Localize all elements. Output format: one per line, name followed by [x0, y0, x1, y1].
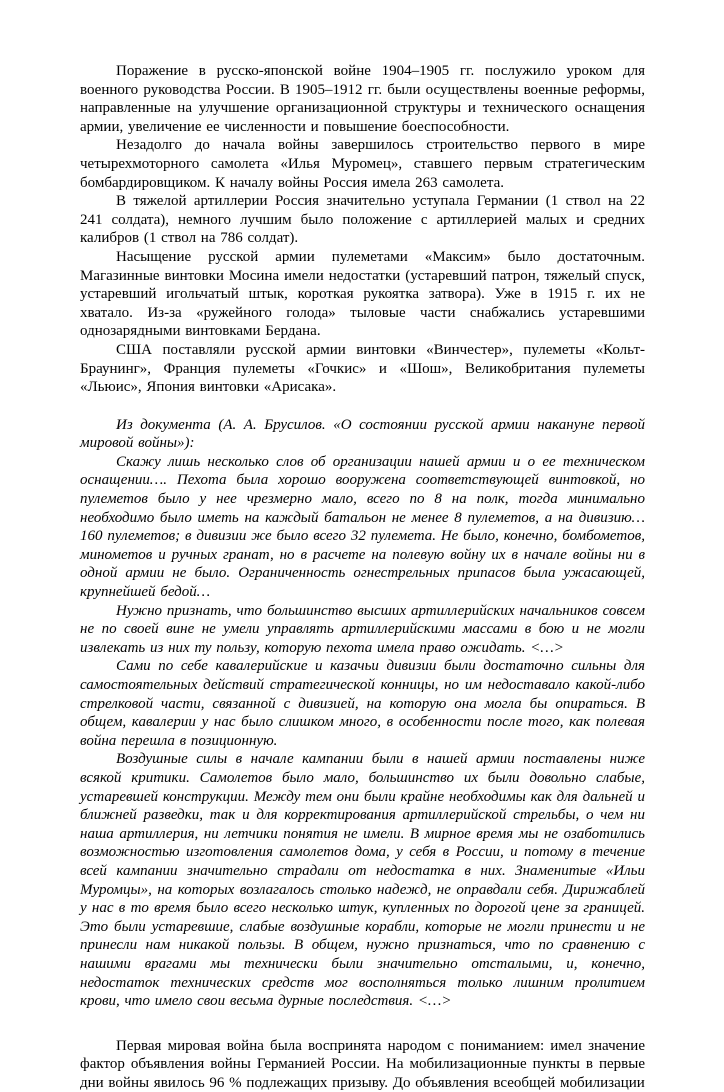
body-paragraph-ilya-muromets: Незадолго до начала войны завершилось строительство первого в мире четырехмоторного самолета «Илья Муромец», ставшего первым стратегическим бомбардировщиком. К началу войны Россия имела 263 самолета. — [80, 137, 645, 191]
quote-paragraph-air-forces: Воздушные силы в начале кампании были в нашей армии поставлены ниже всякой критики. Самолетов было мало, большинство их были довольно слабые, устаревшей конструкции. Между тем они были крайне необходимы как для дальней и ближней разведки, так и для корректирования артиллерийской стрельбы, о чем ни наша артиллерия, ни летчики понятия не имели. В мирное время мы не озаботились возможностью изготовления самолетов дома, у себя в России, и потому в течение всей кампании значительно страдали от недостатка в них. Знаменитые «Ильи Муромцы», на которых возлагалось столько надежд, не оправдали себя. Дирижаблей у нас в то время было всего несколько штук, купленных по дорогой цене за границей. Это были устаревшие, слабые воздушные корабли, которые не могли принести и не принесли нам никакой пользы. В общем, нужно признаться, что по сравнению с нашими врагами мы технически были значительно отсталыми, и, конечно, недостаток технических средств мог восполняться только лишним пролитием крови, что имело свои весьма дурные последствия. <…> — [80, 751, 645, 1010]
body-paragraph-defeat-reforms: Поражение в русско-японской войне 1904–1905 гг. послужило уроком для военного руководства России. В 1905–1912 гг. были осуществлены военные реформы, направленные на улучшение организационной структуры и технического оснащения армии, увеличение ее численности и повышение боеспособности. — [80, 63, 645, 135]
document-body — [80, 62, 645, 1092]
body-paragraph-heavy-artillery: В тяжелой артиллерии Россия значительно уступала Германии (1 ствол на 22 241 солдата), немного лучшим было положение с артиллерией малых и средних калибров (1 ствол на 786 солдат). — [80, 193, 645, 247]
quote-source-line: Из документа (А. А. Брусилов. «О состоянии русской армии накануне первой мировой войны»): — [80, 416, 645, 452]
quote-paragraph-cavalry: Сами по себе кавалерийские и казачьи дивизии были достаточно сильны для самостоятельных действий стратегической конницы, но им недоставало какой-либо стрелковой части, связанной с дивизией, на которую она могла бы опираться. В общем, кавалерии у нас было слишком много, в особенности после того, как полевая война перешла в позиционную. — [80, 658, 645, 749]
body-paragraph-maxim-mosin: Насыщение русской армии пулеметами «Максим» было достаточным. Магазинные винтовки Мосина имели недостатки (устаревший патрон, тяжелый спуск, устаревший игольчатый штык, короткая рукоятка затвора). Уже в 1915 г. их не хватало. Из-за «ружейного голода» тыловые части снабжались устаревшими однозарядными винтовками Бердана. — [80, 248, 645, 340]
quote-paragraph-artillery-commanders: Нужно признать, что большинство высших артиллерийских начальников совсем не по своей вине не умели управлять артиллерийскими массами в бою и не могли извлекать из них ту пользу, которую пехота имела право ожидать. <…> — [80, 602, 645, 656]
body-paragraph-foreign-supplies: США поставляли русской армии винтовки «Винчестер», пулеметы «Кольт-Браунинг», Франция пулеметы «Гочкис» и «Шош», Великобритания пулеметы «Льюис», Япония винтовки «Арисака». — [80, 341, 645, 396]
body-paragraph-mobilization: Первая мировая война была воспринята народом с пониманием: имел значение фактор объявления войны Германией России. На мобилизационные пункты в первые дни войны явилось 96 % подлежащих призыву. До объявления всеобщей мобилизации — [80, 1037, 645, 1091]
quote-paragraph-infantry-machine-guns: Скажу лишь несколько слов об организации нашей армии и о ее техническом оснащении…. Пехота была хорошо вооружена соответствующей винтовкой, но пулеметов было у нее чрезмерно мало, всего по 8 на полк, тогда минимально необходимо было иметь на каждый батальон не менее 8 пулеметов, а на дивизию… 160 пулеметов; в дивизии же было всего 32 пулемета. Не было, конечно, бомбометов, минометов и ручных гранат, но в расчете на полевую войну их в начале войны ни в одной армии не было. Ограниченность огнестрельных припасов была ужасающей, крупнейшей бедой… — [80, 453, 645, 601]
